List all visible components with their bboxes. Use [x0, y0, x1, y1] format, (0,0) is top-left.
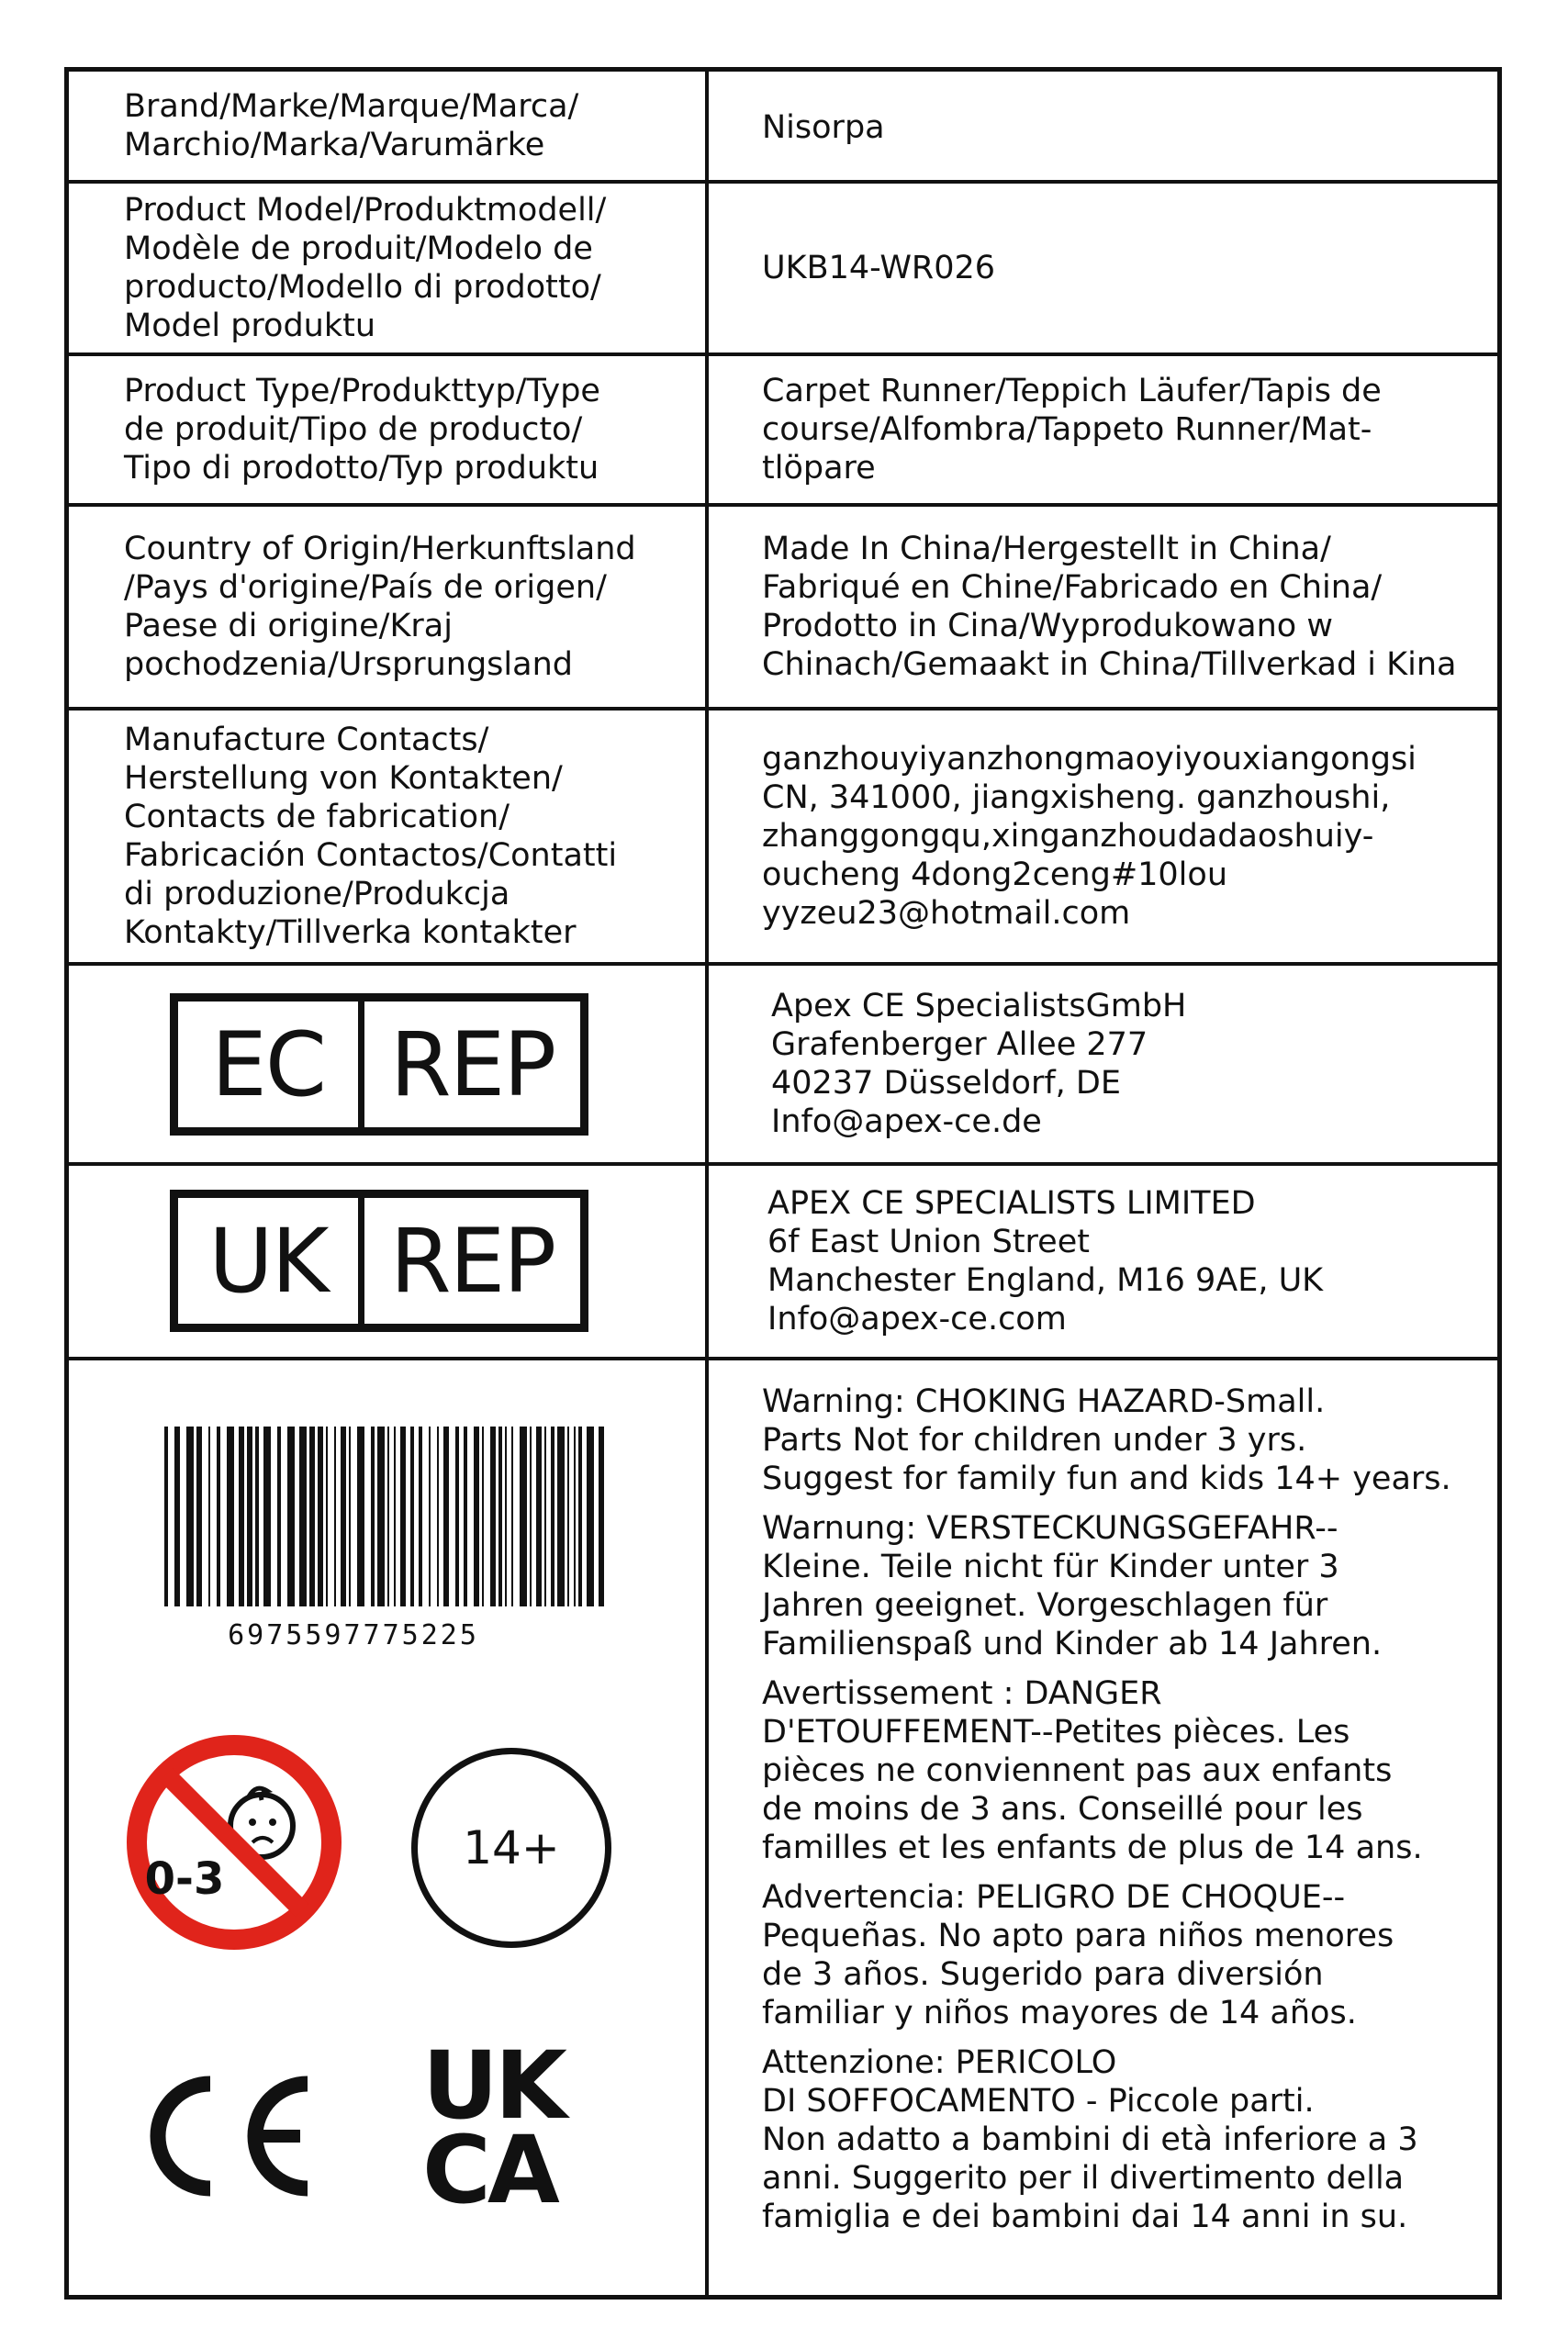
ec-rep-stamp-rep: REP	[389, 1013, 555, 1116]
barcode-bar	[186, 1427, 194, 1606]
barcode-bar	[309, 1427, 315, 1606]
warning-french: Avertissement : DANGER D'ETOUFFEMENT--Petites pièces. Les pièces ne conviennent pas aux enfants de moins de 3 ans. Conseillé pour les familles et les enfants de plus de 14 ans.	[762, 1675, 1423, 1866]
model-value: UKB14-WR026	[762, 250, 996, 286]
warning-german: Warnung: VERSTECKUNGSGEFAHR-- Kleine. Teile nicht für Kinder unter 3 Jahren geeignet. Vorgeschlagen für Familienspaß und Kinder ab 14 Jahren.	[762, 1510, 1383, 1662]
barcode-bar	[208, 1427, 210, 1606]
barcode-bar	[239, 1427, 244, 1606]
barcode-bar	[551, 1427, 554, 1606]
barcode-bar	[464, 1427, 467, 1606]
barcode-bar	[299, 1427, 307, 1606]
barcode-bar	[498, 1427, 502, 1606]
product-label-table	[64, 67, 1502, 2300]
row-model	[69, 180, 1497, 352]
age-restriction-label: 0-3	[144, 1853, 225, 1905]
ec-rep-stamp	[170, 993, 588, 1136]
ukca-mark-line1: UK	[422, 2031, 564, 2141]
barcode-bar	[387, 1427, 389, 1606]
barcode-bar	[255, 1427, 259, 1606]
barcode-bar	[505, 1427, 507, 1606]
model-label-cell	[69, 184, 705, 352]
barcode-bar	[349, 1427, 351, 1606]
brand-value: Nisorpa	[762, 109, 885, 146]
warnings-list	[762, 1382, 1479, 2247]
ec-rep-stamp-ec: EC	[178, 1002, 364, 1127]
uk-rep-address: APEX CE SPECIALISTS LIMITED 6f East Union Street Manchester England, M16 9AE, UK Info@apex-ce.com	[767, 1185, 1324, 1337]
model-label: Product Model/Produktmodell/ Modèle de produit/Modelo de producto/Modello di prodotto/ Model produktu	[124, 192, 607, 344]
barcode-number: 6975597775225	[228, 1619, 479, 1651]
age-recommendation-label: 14+	[463, 1821, 560, 1874]
uk-rep-stamp	[170, 1190, 588, 1332]
barcode-bar	[443, 1427, 449, 1606]
ukca-mark-icon	[422, 2031, 606, 2225]
barcode-bar	[247, 1427, 252, 1606]
warning-spanish: Advertencia: PELIGRO DE CHOQUE-- Pequeñas. No apto para niños menores de 3 años. Sugerido para diversión familiar y niños mayores de 14 años.	[762, 1879, 1394, 2031]
brand-value-cell	[709, 72, 1497, 180]
barcode-bar	[520, 1427, 527, 1606]
origin-label-cell	[69, 507, 705, 707]
barcode	[159, 1427, 618, 1610]
row-manufacture-contacts	[69, 707, 1497, 962]
barcode-bar	[410, 1427, 414, 1606]
barcode-bar	[277, 1427, 281, 1606]
uk-rep-value-cell	[709, 1166, 1497, 1357]
barcode-bar	[419, 1427, 422, 1606]
barcode-bar	[482, 1427, 484, 1606]
row-country-of-origin	[69, 503, 1497, 707]
barcode-bar	[318, 1427, 323, 1606]
row-ec-rep	[69, 962, 1497, 1162]
barcode-bar	[544, 1427, 546, 1606]
barcode-bar	[587, 1427, 594, 1606]
barcode-bar	[263, 1427, 271, 1606]
warning-italian: Attenzione: PERICOLO DI SOFFOCAMENTO - Piccole parti. Non adatto a bambini di età inferiore a 3 anni. Suggerito per il divertimento della famiglia e dei bambini dai 14 anni in su.	[762, 2044, 1418, 2235]
barcode-bar	[217, 1427, 220, 1606]
barcode-bar	[287, 1427, 295, 1606]
ec-rep-value-cell	[709, 966, 1497, 1162]
barcode-bar	[474, 1427, 479, 1606]
barcode-bar	[400, 1427, 406, 1606]
row-brand	[69, 72, 1497, 180]
type-value: Carpet Runner/Teppich Läufer/Tapis de course/Alfombra/Tappeto Runner/Mat- tlöpare	[762, 373, 1382, 487]
row-marks-and-warnings	[69, 1357, 1497, 2295]
barcode-bar	[567, 1427, 569, 1606]
ec-rep-stamp-cell	[69, 966, 705, 1162]
barcode-bar	[341, 1427, 346, 1606]
barcode-bar	[196, 1427, 202, 1606]
contacts-value-cell	[709, 711, 1497, 962]
ec-rep-address: Apex CE SpecialistsGmbH Grafenberger Allee 277 40237 Düsseldorf, DE Info@apex-ce.de	[771, 988, 1187, 1140]
barcode-bar	[511, 1427, 513, 1606]
row-product-type	[69, 352, 1497, 503]
barcode-bar	[437, 1427, 439, 1606]
barcode-bar	[326, 1427, 328, 1606]
barcode-bar	[371, 1427, 375, 1606]
barcode-bar	[377, 1427, 385, 1606]
model-value-cell	[709, 184, 1497, 352]
ce-mark-icon	[135, 2067, 319, 2205]
ukca-mark-line2: CA	[422, 2116, 556, 2225]
type-value-cell	[709, 356, 1497, 503]
origin-value-cell	[709, 507, 1497, 707]
uk-rep-stamp-uk: UK	[178, 1198, 364, 1324]
marks-cell	[69, 1360, 705, 2295]
no-children-under-3-icon	[124, 1732, 344, 1953]
origin-label: Country of Origin/Herkunftsland /Pays d'origine/País de origen/ Paese di origine/Kraj pochodzenia/Ursprungsland	[124, 531, 636, 683]
uk-rep-stamp-rep: REP	[389, 1209, 555, 1313]
barcode-bar	[578, 1427, 582, 1606]
barcode-bar	[334, 1427, 336, 1606]
contacts-label: Manufacture Contacts/ Herstellung von Kontakten/ Contacts de fabrication/ Fabricación Contactos/Contatti di produzione/Produkcja Kontakty/Tillverka kontakter	[124, 722, 618, 951]
barcode-bar	[164, 1427, 168, 1606]
warnings-cell	[709, 1360, 1497, 2295]
barcode-bar	[394, 1427, 396, 1606]
contacts-label-cell	[69, 711, 705, 962]
origin-value: Made In China/Hergestellt in China/ Fabriqué en Chine/Fabricado en China/ Prodotto in Cina/Wyprodukowano w Chinach/Gemaakt in China/Tillverkad i Kina	[762, 531, 1457, 683]
barcode-bar	[490, 1427, 496, 1606]
barcode-bar	[174, 1427, 180, 1606]
barcode-bar	[530, 1427, 532, 1606]
barcode-bar	[536, 1427, 542, 1606]
contacts-value: ganzhouyiyanzhongmaoyiyouxiangongsi CN, 341000, jiangxisheng. ganzhoushi, zhanggongqu,xinganzhoudadaoshuiy- oucheng 4dong2ceng#10lou yyzeu23@hotmail.com	[762, 741, 1417, 932]
barcode-bar	[455, 1427, 459, 1606]
barcode-bar	[429, 1427, 431, 1606]
barcode-bar	[557, 1427, 565, 1606]
barcode-bar	[599, 1427, 604, 1606]
barcode-bar	[357, 1427, 364, 1606]
brand-label-cell	[69, 72, 705, 180]
row-uk-rep	[69, 1162, 1497, 1357]
barcode-bar	[227, 1427, 234, 1606]
warning-english: Warning: CHOKING HAZARD-Small. Parts Not for children under 3 yrs. Suggest for family fun and kids 14+ years.	[762, 1383, 1451, 1497]
type-label-cell	[69, 356, 705, 503]
uk-rep-stamp-cell	[69, 1166, 705, 1357]
age-14-plus-icon	[411, 1748, 611, 1948]
brand-label: Brand/Marke/Marque/Marca/ Marchio/Marka/Varumärke	[124, 88, 579, 163]
type-label: Product Type/Produkttyp/Type de produit/Tipo de producto/ Tipo di prodotto/Typ produktu	[124, 373, 600, 487]
barcode-bar	[574, 1427, 576, 1606]
